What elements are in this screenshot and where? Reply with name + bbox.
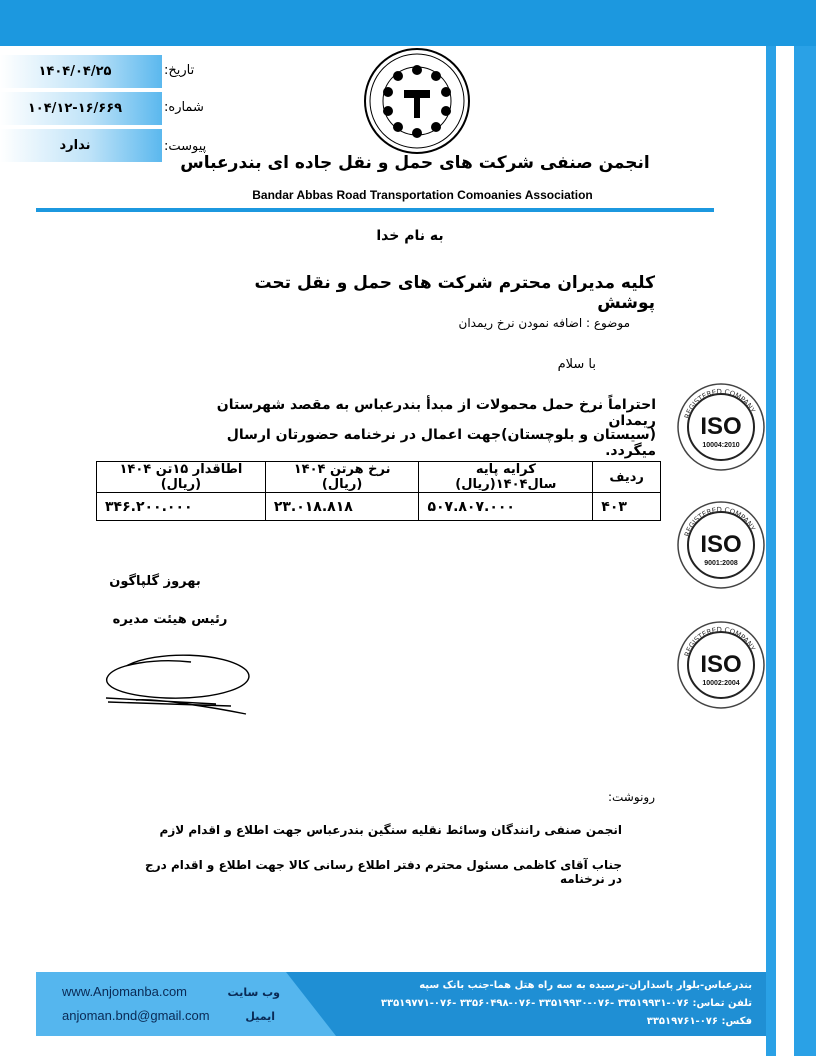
table-header-cell: اطاقدار ۱۵تن ۱۴۰۴ (ریال) (97, 462, 266, 493)
table-header-cell: کرایه پایه سال۱۴۰۴(ریال) (419, 462, 593, 493)
footer-address: بندرعباس-بلوار پاسداران-نرسیده به سه راه هتل هما-جنب بانک سپه (419, 980, 752, 991)
side-color-bar-outer (794, 46, 816, 1056)
body-line-2: (سیستان و بلوچستان)جهت اعمال در نرخنامه حضورتان ارسال میگردد. (226, 427, 656, 459)
footer-email-label: ایمیل (245, 1010, 275, 1023)
footer-phones: تلفن تماس: ۰۷۶-۳۳۵۱۹۹۳۱ -۰۷۶-۳۳۵۱۹۹۳۰ -۰۷۶-۳۳۵۶۰۴۹۸ -۰۷۶-۳۳۵۱۹۷۷۱ (380, 998, 752, 1009)
association-title-fa: انجمن صنفی شرکت های حمل و نقل جاده ای بندرعباس (180, 153, 650, 173)
table-header-row (97, 462, 661, 493)
table-row (97, 493, 661, 521)
svg-text:10002:2004: 10002:2004 (702, 680, 740, 687)
table-cell: ۴۰۳ (593, 493, 661, 521)
side-color-bar (766, 46, 776, 1056)
table-cell: ۵۰۷.۸۰۷.۰۰۰ (419, 493, 593, 521)
iso-9001-badge (676, 500, 766, 590)
rates-table (96, 461, 661, 521)
number-label: شماره: (164, 100, 204, 115)
svg-text:ISO: ISO (700, 413, 742, 440)
table-cell: ۲۳.۰۱۸.۸۱۸ (265, 493, 419, 521)
header-divider (36, 208, 714, 212)
attachment-box (0, 129, 162, 162)
footer-fax: فکس: ۰۷۶-۳۳۵۱۹۷۶۱ (646, 1016, 752, 1027)
svg-text:REGISTERED COMPANY: REGISTERED COMPANY (683, 387, 757, 420)
footer-email[interactable]: anjoman.bnd@gmail.com (62, 1008, 210, 1023)
svg-text:ISO: ISO (700, 651, 742, 678)
svg-text:REGISTERED COMPANY: REGISTERED COMPANY (683, 625, 757, 658)
date-value: ۱۴۰۴/۰۴/۲۵ (38, 64, 112, 79)
number-box (0, 92, 162, 125)
footer-website-label: وب سایت (227, 986, 280, 999)
association-logo (356, 45, 478, 157)
body-line-1: احتراماً نرخ حمل محمولات از مبدأ بندرعباس به مقصد شهرستان ریمدان (216, 397, 656, 429)
greeting: با سلام (557, 357, 596, 372)
attachment-label: پیوست: (164, 139, 207, 154)
cc-label: رونوشت: (607, 790, 655, 804)
signature-scribble (96, 648, 261, 718)
footer-website[interactable]: www.Anjomanba.com (62, 984, 187, 999)
svg-text:9001:2008: 9001:2008 (704, 560, 738, 567)
iso-10004-badge (676, 382, 766, 472)
table-header-cell: نرخ هرتن ۱۴۰۴ (ریال) (265, 462, 419, 493)
cc-line-1: انجمن صنفی رانندگان وسائط نقلیه سنگین بندرعباس جهت اطلاع و اقدام لازم (159, 823, 622, 837)
svg-text:10004:2010: 10004:2010 (702, 442, 740, 449)
attachment-value: ندارد (59, 138, 91, 153)
signer-title: رئیس هیئت مدیره (112, 612, 228, 627)
recipient-line: کلیه مدیران محترم شرکت های حمل و نقل تحت پوشش (254, 273, 655, 313)
cc-line-2: جناب آقای کاظمی مسئول محترم دفتر اطلاع رسانی کالا جهت اطلاع و اقدام درج در نرخنامه (145, 858, 622, 886)
svg-text:REGISTERED COMPANY: REGISTERED COMPANY (683, 505, 757, 538)
association-title-en: Bandar Abbas Road Transportation Comoanies Association (252, 188, 593, 202)
bismillah: به نام خدا (376, 228, 444, 244)
iso-10002-badge (676, 620, 766, 710)
date-label: تاریخ: (164, 63, 195, 78)
table-header-cell: ردیف (593, 462, 661, 493)
subject-line: موضوع : اضافه نمودن نرخ ریمدان (458, 316, 630, 330)
number-value: ۱۰۴/۱۲-۱۶/۶۶۹ (27, 101, 123, 116)
signer-name: بهروز گلپاگون (109, 574, 201, 589)
date-box (0, 55, 162, 88)
top-color-bar (0, 0, 816, 46)
svg-text:ISO: ISO (700, 531, 742, 558)
table-cell: ۳۴۶.۲۰۰.۰۰۰ (97, 493, 266, 521)
